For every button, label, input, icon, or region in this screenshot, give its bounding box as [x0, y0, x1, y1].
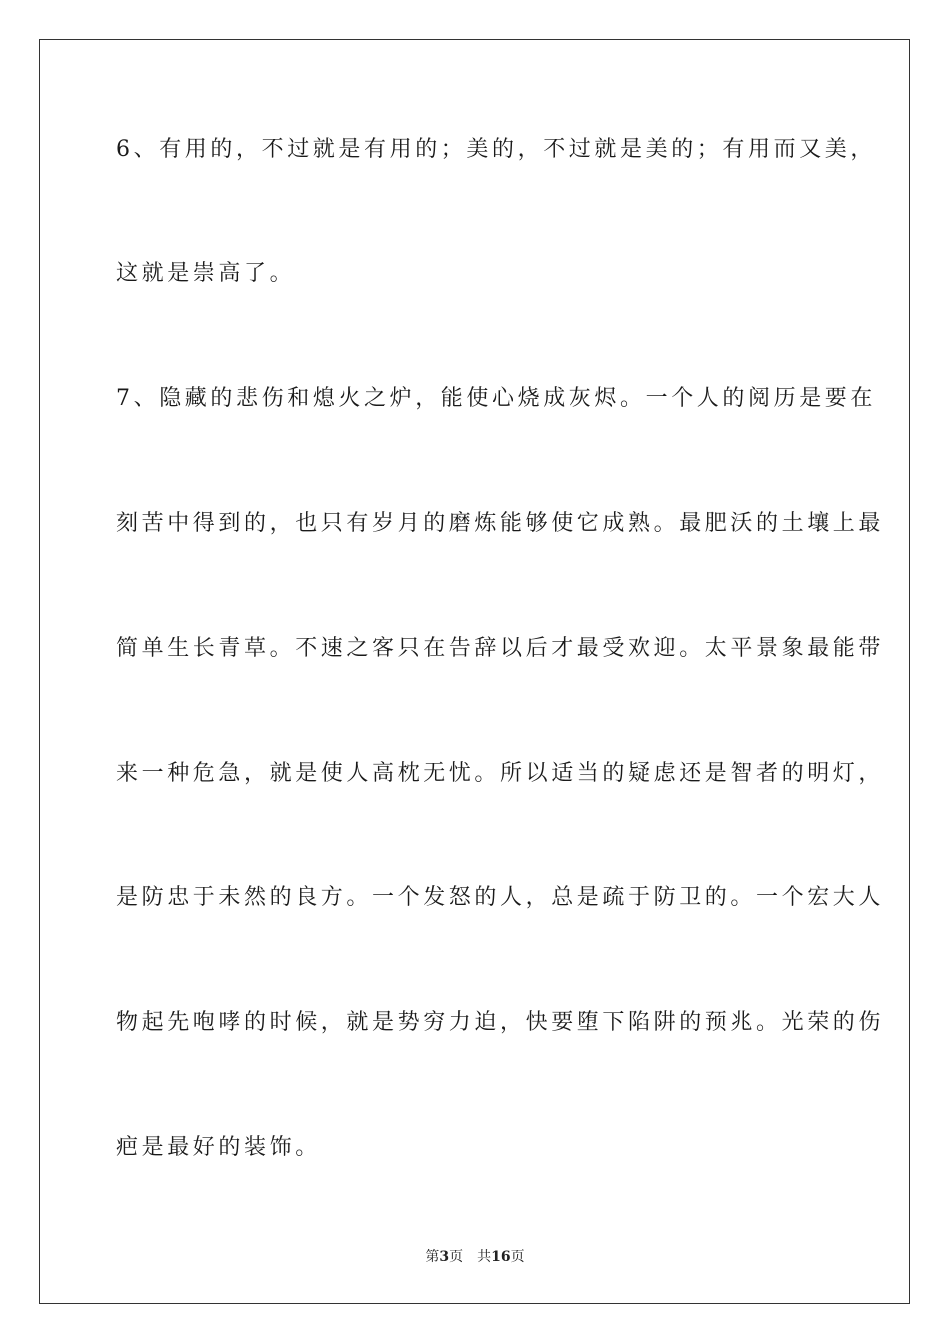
page-suffix: 页 [449, 1249, 464, 1265]
text-line: 是防忠于未然的良方。一个发怒的人，总是疏于防卫的。一个宏大人 [116, 885, 885, 910]
text-line: 简单生长青草。不速之客只在告辞以后才最受欢迎。太平景象最能带 [116, 636, 885, 661]
text-line: 疤是最好的装饰。 [116, 1135, 321, 1160]
text-line: 刻苦中得到的，也只有岁月的磨炼能够使它成熟。最肥沃的土壤上最 [116, 511, 885, 536]
page-prefix: 第 [425, 1249, 440, 1265]
text-line: 物起先咆哮的时候，就是势穷力迫，快要堕下陷阱的预兆。光荣的伤 [116, 1010, 885, 1035]
text-line: 6、有用的，不过就是有用的；美的，不过就是美的；有用而又美， [116, 137, 876, 162]
page-total: 16 [491, 1249, 511, 1265]
page-border [39, 39, 910, 1304]
total-suffix: 页 [510, 1249, 525, 1265]
text-line: 来一种危急，就是使人高枕无忧。所以适当的疑虑还是智者的明灯， [116, 761, 885, 786]
text-line: 7、隐藏的悲伤和熄火之炉，能使心烧成灰烬。一个人的阅历是要在 [116, 386, 876, 411]
page-current: 3 [439, 1249, 450, 1265]
total-prefix: 共 [477, 1249, 492, 1265]
text-line: 这就是崇高了。 [116, 261, 296, 286]
page-footer [0, 1248, 950, 1266]
